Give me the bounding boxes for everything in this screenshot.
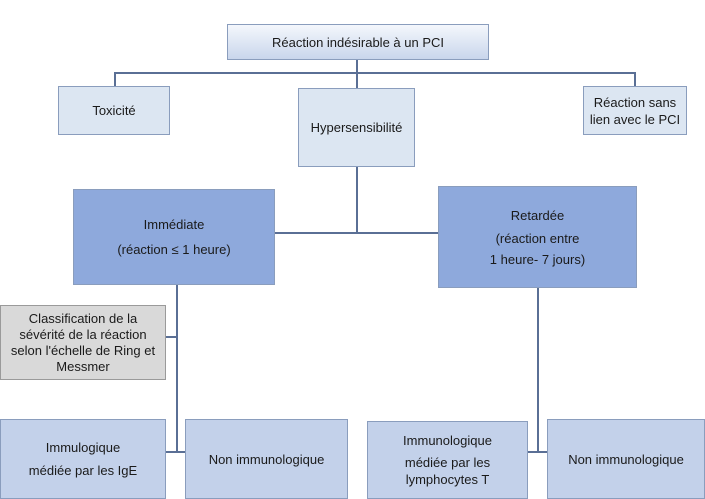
root-node <box>227 24 489 60</box>
lympho-line-2: médiée par les <box>404 455 491 470</box>
immediate-detail: (réaction ≤ 1 heure) <box>117 242 231 257</box>
delayed-detail-2: 1 heure- 7 jours) <box>489 251 586 267</box>
delayed-title: Retardée <box>510 207 565 223</box>
t-lymphocyte-immunologic-node <box>367 421 528 499</box>
ige-line-1: Immulogique <box>45 440 121 455</box>
severity-classification-note <box>0 305 166 380</box>
unrelated-line-1: Réaction sans <box>593 94 677 110</box>
severity-line-3: selon l'échelle de Ring et <box>10 342 156 358</box>
severity-line-1: Classification de la <box>28 310 138 326</box>
immediate-title: Immédiate <box>143 217 205 232</box>
ige-line-2: médiée par les IgE <box>28 463 138 478</box>
non-immunologic-left-label: Non immunologique <box>208 451 325 467</box>
delayed-detail-1: (réaction entre <box>495 230 580 246</box>
ige-immunologic-node <box>0 419 166 499</box>
lympho-line-1: Immunologique <box>403 433 492 448</box>
lympho-line-3: lymphocytes T <box>405 472 490 487</box>
toxicity-node <box>58 86 170 135</box>
unrelated-reaction-node <box>583 86 687 135</box>
hypersensitivity-node <box>298 88 415 167</box>
unrelated-line-2: lien avec le PCI <box>589 111 681 127</box>
toxicity-label: Toxicité <box>92 103 136 118</box>
non-immunologic-right-node <box>547 419 705 499</box>
root-label: Réaction indésirable à un PCI <box>272 34 444 50</box>
severity-line-2: sévérité de la réaction <box>19 326 147 342</box>
non-immunologic-left-node <box>185 419 348 499</box>
immediate-node <box>73 189 275 285</box>
hypersensitivity-label: Hypersensibilité <box>310 120 403 135</box>
severity-line-4: Messmer <box>56 358 110 374</box>
non-immunologic-right-label: Non immunologique <box>568 451 684 467</box>
delayed-node <box>438 186 637 288</box>
